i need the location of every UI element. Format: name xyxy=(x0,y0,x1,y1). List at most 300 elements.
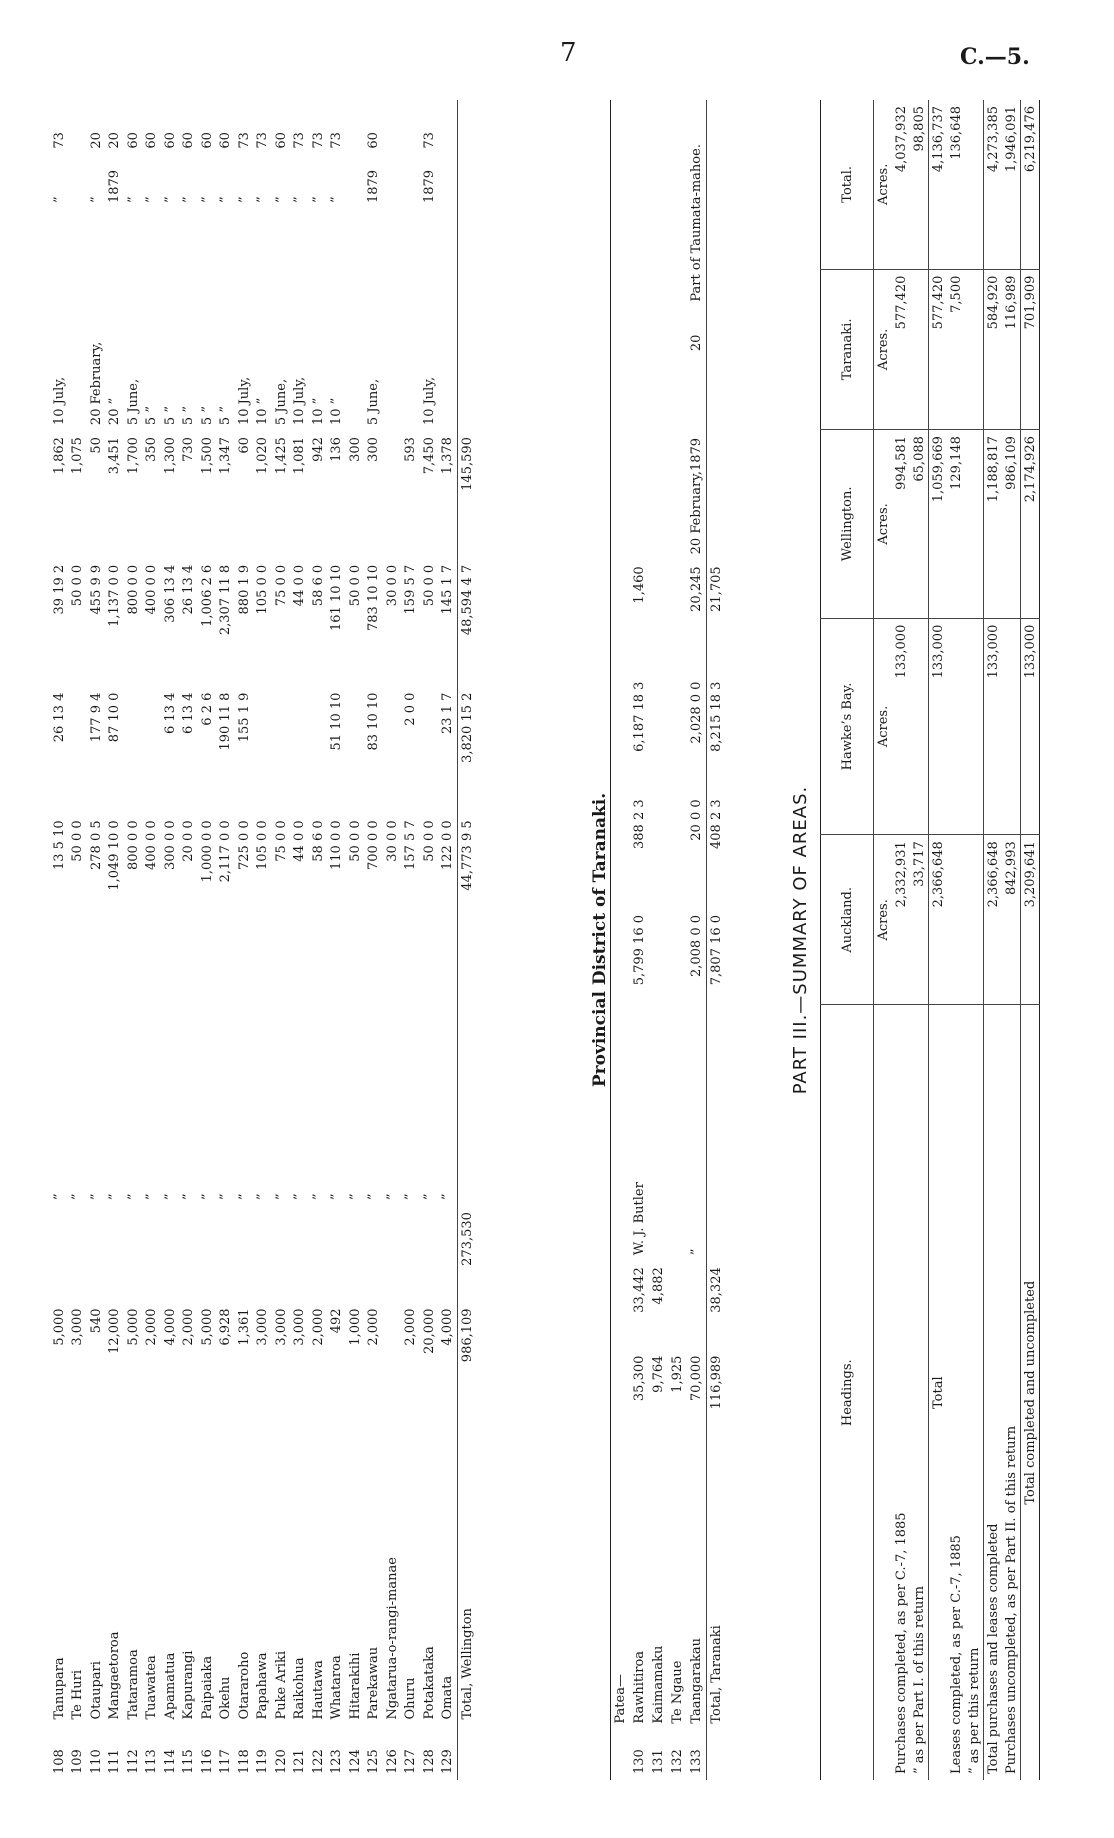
acres: 1,020 xyxy=(255,437,271,475)
area2 xyxy=(198,1206,217,1302)
acres: 1,425 xyxy=(273,437,289,475)
wellington-value: 65,088 xyxy=(910,430,929,619)
amount-a: 1,049 10 0 xyxy=(107,820,123,891)
amount-b xyxy=(668,793,687,909)
amount-a: 44 0 0 xyxy=(292,820,308,862)
row-number: 128 xyxy=(421,1749,437,1774)
year xyxy=(69,155,88,209)
area2 xyxy=(143,1206,162,1302)
total-value: 4,037,932 xyxy=(893,106,909,173)
note xyxy=(649,100,668,308)
reference: 60 xyxy=(125,132,141,149)
date: 5 ” xyxy=(162,406,178,426)
agent-ditto: ” xyxy=(144,1193,160,1201)
amount-c: 880 1 9 xyxy=(236,564,252,615)
block-name: Ngatarua-o-rangi-manae xyxy=(384,1557,400,1720)
area2 xyxy=(365,1206,384,1302)
area: 492 xyxy=(329,1308,345,1334)
area2 xyxy=(309,1206,328,1302)
area: 1,361 xyxy=(236,1308,252,1346)
agent-ditto: ” xyxy=(236,1193,252,1201)
amount-c: 58 6 0 xyxy=(310,564,326,607)
taranaki-value xyxy=(965,269,984,429)
total-value: 136,648 xyxy=(948,106,964,160)
block-name: Potakataka xyxy=(421,1646,437,1720)
area2 xyxy=(235,1206,254,1302)
agent-ditto: ” xyxy=(440,1193,456,1201)
block-name: Okehu xyxy=(218,1676,234,1720)
note xyxy=(668,100,687,308)
auckland-value: 3,209,641 xyxy=(1021,835,1040,1005)
date xyxy=(383,209,402,431)
block-name: Tuawatea xyxy=(144,1655,160,1720)
agent-ditto: ” xyxy=(384,1193,400,1201)
taranaki-group-row xyxy=(611,100,631,1780)
row-number: 119 xyxy=(255,1749,271,1774)
row-number: 127 xyxy=(403,1749,419,1774)
acres xyxy=(383,431,402,559)
summary-header: Headings. xyxy=(821,1005,874,1780)
table-row xyxy=(383,100,402,1780)
summary-heading: Leases completed, as per C.-7, 1885 xyxy=(947,1005,965,1780)
agent-ditto: ” xyxy=(70,1193,86,1201)
row-number: 122 xyxy=(310,1749,326,1774)
agent-ditto: ” xyxy=(347,1193,363,1201)
summary-row xyxy=(965,100,984,1780)
reference: 60 xyxy=(366,132,382,149)
date xyxy=(649,357,668,560)
area2 xyxy=(124,1206,143,1302)
area: 1,000 xyxy=(347,1308,363,1346)
amount-b: 155 1 9 xyxy=(236,692,252,743)
unit-label: Acres. xyxy=(874,269,893,429)
total-value xyxy=(965,100,984,269)
row-number: 121 xyxy=(292,1749,308,1774)
summary-heading: Total xyxy=(929,1005,948,1780)
agent-ditto: ” xyxy=(255,1193,271,1201)
wellington-value xyxy=(965,430,984,619)
amount-c: 400 0 0 xyxy=(144,564,160,615)
agent-ditto: ” xyxy=(421,1193,437,1201)
row-number: 120 xyxy=(273,1749,289,1774)
area: 2,000 xyxy=(181,1308,197,1346)
summary-title: PART III.—SUMMARY OF AREAS. xyxy=(790,785,811,1095)
taranaki-value xyxy=(910,269,929,429)
acres: 136 xyxy=(329,437,345,462)
area: 2,000 xyxy=(366,1308,382,1346)
area: 1,925 xyxy=(670,1355,685,1393)
unit-label xyxy=(874,1005,893,1780)
hawkes-bay-value: 133,000 xyxy=(892,618,910,835)
table-row xyxy=(143,100,162,1780)
block-name: Otararoho xyxy=(236,1651,252,1720)
year: ” xyxy=(125,196,141,204)
row-number: 114 xyxy=(162,1749,178,1774)
amount-c: 783 10 10 xyxy=(366,564,382,632)
table-row xyxy=(291,100,310,1780)
taranaki-total-area2: 38,324 xyxy=(707,1261,727,1349)
total-d: 145,590 xyxy=(458,431,477,559)
page-number: 7 xyxy=(560,38,577,68)
row-number: 129 xyxy=(440,1749,456,1774)
taranaki-value: 577,420 xyxy=(892,269,910,429)
amount-a: 1,000 0 0 xyxy=(199,820,215,883)
block-name: Taangarakau xyxy=(689,1638,704,1724)
summary-table xyxy=(820,100,1040,1780)
acres: 1,700 xyxy=(125,437,141,475)
area2 xyxy=(668,1261,687,1349)
hawkes-bay-value xyxy=(947,618,965,835)
taranaki-total-label: Total, Taranaki xyxy=(707,1439,727,1730)
year: ” xyxy=(236,196,252,204)
area2 xyxy=(272,1206,291,1302)
total-value: 4,273,385 xyxy=(984,100,1003,269)
area: 9,764 xyxy=(651,1355,666,1393)
taranaki-value: 577,420 xyxy=(929,269,948,429)
auckland-value: 2,366,648 xyxy=(984,835,1003,1005)
row-number: 130 xyxy=(632,1749,647,1774)
area: 540 xyxy=(88,1308,104,1334)
taranaki-total-b: 408 2 3 xyxy=(707,793,727,909)
agent-ditto: ” xyxy=(88,1193,104,1201)
reference: 73 xyxy=(310,132,326,149)
area: 5,000 xyxy=(51,1308,67,1346)
agent-empty xyxy=(649,1027,668,1261)
acres: 350 xyxy=(144,437,160,462)
area2 xyxy=(50,1206,69,1302)
table-row xyxy=(180,100,199,1780)
summary-unit-row xyxy=(874,100,893,1780)
note xyxy=(630,100,649,308)
note: Part of Taumata-mahoe. xyxy=(689,144,704,302)
row-number: 108 xyxy=(51,1749,67,1774)
amount-b xyxy=(272,687,291,815)
amount-a: 400 0 0 xyxy=(144,820,160,870)
hawkes-bay-value xyxy=(910,618,929,835)
year: ” xyxy=(199,196,215,204)
date xyxy=(346,209,365,431)
date: 5 June, xyxy=(366,378,382,426)
date: 10 July, xyxy=(421,376,437,426)
year: ” xyxy=(88,196,104,204)
amount-b xyxy=(420,687,439,815)
year: ” xyxy=(273,196,289,204)
block-name: Ohuru xyxy=(403,1677,419,1720)
total-value: 6,219,476 xyxy=(1021,100,1040,269)
year: ” xyxy=(162,196,178,204)
reference xyxy=(346,100,365,155)
amount-c: 39 19 2 xyxy=(51,564,67,615)
amount-c: 75 0 0 xyxy=(273,564,289,607)
row-number: 123 xyxy=(329,1749,345,1774)
row-number: 132 xyxy=(670,1749,685,1774)
reference xyxy=(668,308,687,358)
table-row xyxy=(87,100,106,1780)
amount-c: 105 0 0 xyxy=(255,564,271,615)
amount-b xyxy=(383,687,402,815)
date: 20 February, xyxy=(88,341,104,426)
acres: 1,460 xyxy=(632,566,647,604)
amount-a xyxy=(668,909,687,1027)
reference: 20 xyxy=(88,132,104,149)
date: 10 ” xyxy=(310,397,326,426)
table-row xyxy=(420,100,439,1780)
amount-c: 2,028 0 0 xyxy=(689,681,704,744)
year: ” xyxy=(144,196,160,204)
hawkes-bay-value: 133,000 xyxy=(1021,618,1040,835)
area: 2,000 xyxy=(144,1308,160,1346)
table-row xyxy=(439,100,458,1780)
acres: 1,500 xyxy=(199,437,215,475)
area2 xyxy=(87,1206,106,1302)
year xyxy=(346,155,365,209)
wellington-value: 1,059,669 xyxy=(929,430,948,619)
summary-header: Auckland. xyxy=(821,835,874,1005)
acres: 7,450 xyxy=(421,437,437,475)
auckland-value xyxy=(965,835,984,1005)
amount-b: 190 11 8 xyxy=(218,692,234,751)
summary-heading: ” as per Part I. of this return xyxy=(910,1005,929,1780)
reference xyxy=(630,308,649,358)
year: 1879 xyxy=(366,169,382,204)
row-number: 126 xyxy=(384,1749,400,1774)
wellington-value: 986,109 xyxy=(1002,430,1021,619)
year: 1879 xyxy=(421,169,437,204)
summary-header: Wellington. xyxy=(821,430,874,619)
hawkes-bay-value xyxy=(1002,618,1021,835)
reference: 73 xyxy=(421,132,437,149)
amount-b xyxy=(649,793,668,909)
row-number: 116 xyxy=(199,1749,215,1774)
reference: 73 xyxy=(292,132,308,149)
table-row xyxy=(346,100,365,1780)
table-row xyxy=(254,100,273,1780)
acres: 1,075 xyxy=(70,437,86,475)
block-name: Whataroa xyxy=(329,1655,345,1720)
amount-b xyxy=(124,687,143,815)
wellington-value: 129,148 xyxy=(947,430,965,619)
amount-a: 2,008 0 0 xyxy=(689,915,704,978)
row-number: 113 xyxy=(144,1749,160,1774)
date: 5 ” xyxy=(144,406,160,426)
year: ” xyxy=(292,196,308,204)
area2 xyxy=(328,1206,347,1302)
row-number: 117 xyxy=(218,1749,234,1774)
year: ” xyxy=(310,196,326,204)
reference: 60 xyxy=(162,132,178,149)
hawkes-bay-value: 133,000 xyxy=(929,618,948,835)
agent-ditto: ” xyxy=(329,1193,345,1201)
table-row xyxy=(50,100,69,1780)
summary-heading: Purchases completed, as per C.-7, 1885 xyxy=(892,1005,910,1780)
reference xyxy=(439,100,458,155)
taranaki-value: 701,909 xyxy=(1021,269,1040,429)
agent-ditto: ” xyxy=(366,1193,382,1201)
agent-ditto: ” xyxy=(107,1193,123,1201)
amount-c: 2,307 11 8 xyxy=(218,564,234,636)
acres: 300 xyxy=(366,437,382,462)
agent-ditto: ” xyxy=(125,1193,141,1201)
summary-row xyxy=(1002,100,1021,1780)
taranaki-total-area: 116,989 xyxy=(707,1350,727,1439)
summary-header: Hawke’s Bay. xyxy=(821,618,874,835)
amount-b xyxy=(309,687,328,815)
taranaki-table xyxy=(610,100,726,1780)
summary-heading: ” as per this return xyxy=(965,1005,984,1780)
row-number: 112 xyxy=(125,1749,141,1774)
table-row xyxy=(649,100,668,1780)
amount-b: 388 2 3 xyxy=(632,799,647,849)
taranaki-group: Patea— xyxy=(613,1674,628,1724)
document-code: C.—5. xyxy=(960,44,1030,70)
reference: 60 xyxy=(144,132,160,149)
amount-a: 75 0 0 xyxy=(273,820,289,862)
area2 xyxy=(383,1206,402,1302)
total-b: 3,820 15 2 xyxy=(458,687,477,815)
total-c: 48,594 4 7 xyxy=(458,559,477,687)
area: 5,000 xyxy=(125,1308,141,1346)
area2 xyxy=(161,1206,180,1302)
area2 xyxy=(402,1206,421,1302)
acres: 1,300 xyxy=(162,437,178,475)
area: 5,000 xyxy=(199,1308,215,1346)
hawkes-bay-value: 133,000 xyxy=(984,618,1003,835)
date: 20 February,1879 xyxy=(689,437,704,555)
amount-b: 20 0 0 xyxy=(689,799,704,841)
area2 xyxy=(254,1206,273,1302)
amount-c xyxy=(649,676,668,794)
amount-a: 700 0 0 xyxy=(366,820,382,870)
block-name: Parekawau xyxy=(366,1646,382,1720)
reference: 60 xyxy=(199,132,215,149)
summary-header: Taranaki. xyxy=(821,269,874,429)
row-number: 110 xyxy=(88,1749,104,1774)
block-name: Otaupari xyxy=(88,1661,104,1720)
table-row xyxy=(402,100,421,1780)
reference: 73 xyxy=(236,132,252,149)
rotated-page-content xyxy=(50,100,1050,1780)
acres: 593 xyxy=(403,437,419,462)
reference xyxy=(402,100,421,155)
date xyxy=(668,357,687,560)
summary-row xyxy=(910,100,929,1780)
reference: 20 xyxy=(689,334,704,352)
agent-empty xyxy=(668,1027,687,1261)
acres: 20,245 xyxy=(689,566,704,612)
reference: 60 xyxy=(218,132,234,149)
summary-heading: Total completed and uncompleted xyxy=(1021,1005,1040,1780)
reference: 73 xyxy=(329,132,345,149)
table-row xyxy=(668,100,687,1780)
wellington-value: 2,174,926 xyxy=(1021,430,1040,619)
auckland-value: 33,717 xyxy=(910,835,929,1005)
row-number: 109 xyxy=(70,1749,86,1774)
summary-row xyxy=(947,100,965,1780)
total-a: 44,773 9 5 xyxy=(458,814,477,942)
area: 2,000 xyxy=(310,1308,326,1346)
summary-heading: Total purchases and leases completed xyxy=(984,1005,1003,1780)
amount-a: 50 0 0 xyxy=(347,820,363,862)
total-value: 1,946,091 xyxy=(1003,106,1019,173)
block-name: Raikohua xyxy=(292,1657,308,1720)
block-name: Puke Ariki xyxy=(273,1650,289,1720)
block-name: Omata xyxy=(440,1675,456,1720)
year: ” xyxy=(329,196,345,204)
acres: 1,081 xyxy=(292,437,308,475)
block-name: Mangaetoroa xyxy=(107,1631,123,1720)
acres: 942 xyxy=(310,437,326,462)
date: 20 ” xyxy=(107,397,123,426)
acres: 1,347 xyxy=(218,437,234,475)
amount-c: 6,187 18 3 xyxy=(632,681,647,752)
amount-a: 20 0 0 xyxy=(181,820,197,862)
area: 4,000 xyxy=(440,1308,456,1346)
table-row xyxy=(198,100,217,1780)
auckland-value: 2,332,931 xyxy=(892,835,910,1005)
year xyxy=(439,155,458,209)
amount-b xyxy=(254,687,273,815)
amount-c: 159 5 7 xyxy=(403,564,419,615)
table-row xyxy=(328,100,347,1780)
area2 xyxy=(439,1206,458,1302)
table-row xyxy=(124,100,143,1780)
unit-label: Acres. xyxy=(874,835,893,1005)
amount-a: 50 0 0 xyxy=(70,820,86,862)
amount-b xyxy=(69,687,88,815)
taranaki-total-a: 7,807 16 0 xyxy=(707,909,727,1027)
agent-ditto: ” xyxy=(310,1193,326,1201)
block-name: Tanupara xyxy=(51,1657,67,1720)
amount-b xyxy=(346,687,365,815)
taranaki-total-d: 21,705 xyxy=(707,560,727,675)
date: 10 July, xyxy=(236,376,252,426)
block-name: Rawhitiroa xyxy=(632,1650,647,1724)
area2 xyxy=(420,1206,439,1302)
row-number: 115 xyxy=(181,1749,197,1774)
unit-label: Acres. xyxy=(874,430,893,619)
amount-c: 800 0 0 xyxy=(125,564,141,615)
year xyxy=(383,155,402,209)
agent-ditto: ” xyxy=(199,1193,215,1201)
unit-label: Acres. xyxy=(874,618,893,835)
area: 35,300 xyxy=(632,1355,647,1402)
auckland-value: 2,366,648 xyxy=(929,835,948,1005)
amount-a: 800 0 0 xyxy=(125,820,141,870)
taranaki-title: Provincial District of Taranaki. xyxy=(590,792,610,1088)
area2 xyxy=(291,1206,310,1302)
amount-b: 2 0 0 xyxy=(403,692,419,726)
date: 10 ” xyxy=(329,397,345,426)
acres xyxy=(668,560,687,675)
table-row xyxy=(365,100,384,1780)
area: 12,000 xyxy=(107,1308,123,1354)
acres: 1,378 xyxy=(440,437,456,475)
summary-row xyxy=(984,100,1003,1780)
area2 xyxy=(106,1206,125,1302)
amount-a: 2,117 0 0 xyxy=(218,820,234,883)
area: 3,000 xyxy=(70,1308,86,1346)
table-row xyxy=(687,100,707,1780)
table-row xyxy=(235,100,254,1780)
area: 3,000 xyxy=(292,1308,308,1346)
amount-c: 26 13 4 xyxy=(181,564,197,615)
amount-b: 23 1 7 xyxy=(440,692,456,734)
date xyxy=(630,357,649,560)
taranaki-total-row xyxy=(707,100,727,1780)
table-row xyxy=(106,100,125,1780)
date: 10 July, xyxy=(51,376,67,426)
amount-c: 50 0 0 xyxy=(70,564,86,607)
